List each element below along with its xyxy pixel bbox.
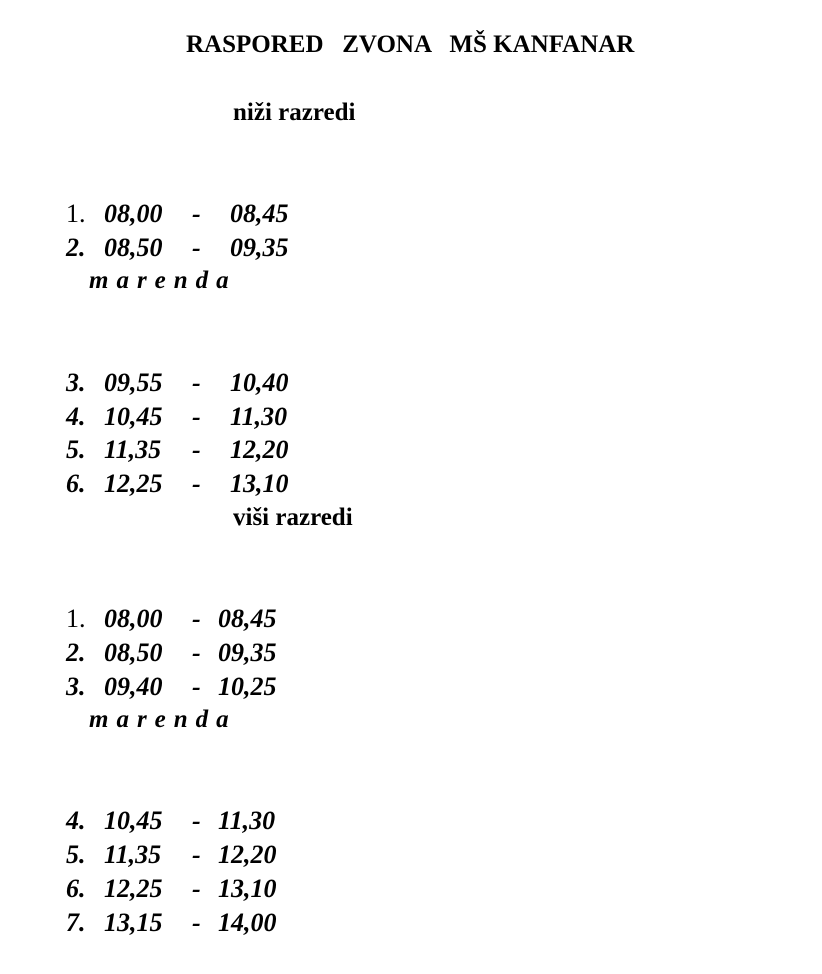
end-time: 11,30: [230, 402, 288, 431]
period-number: 7.: [66, 908, 86, 937]
schedule-row: [40, 568, 277, 633]
start-time: 08,50: [104, 638, 163, 667]
schedule-row: [40, 636, 277, 701]
period-number: 6.: [66, 874, 86, 903]
start-time: 08,50: [104, 233, 163, 262]
start-time: 10,45: [104, 806, 163, 835]
separator: -: [192, 874, 201, 903]
break-label: marenda: [89, 267, 237, 294]
schedule-row: [40, 838, 277, 903]
separator: -: [192, 233, 201, 262]
start-time: 08,00: [104, 604, 163, 633]
separator: -: [192, 402, 201, 431]
start-time: 13,15: [104, 908, 163, 937]
page-title: RASPORED ZVONA MŠ KANFANAR: [186, 31, 635, 58]
end-time: 11,30: [218, 806, 276, 835]
start-time: 12,25: [104, 469, 163, 498]
separator: -: [192, 638, 201, 667]
separator: -: [192, 435, 201, 464]
separator: -: [192, 840, 201, 869]
start-time: 09,55: [104, 368, 163, 397]
end-time: 08,45: [230, 199, 289, 228]
end-time: 09,35: [230, 233, 289, 262]
schedule-row: [40, 399, 289, 464]
end-time: 10,25: [218, 672, 277, 701]
start-time: 08,00: [104, 199, 163, 228]
schedule-row: [40, 804, 277, 869]
end-time: 09,35: [218, 638, 277, 667]
separator: -: [192, 469, 201, 498]
start-time: 09,40: [104, 672, 163, 701]
period-number: 3.: [66, 672, 86, 701]
break-label: marenda: [89, 706, 237, 733]
period-number: 4.: [66, 806, 86, 835]
period-number: 1.: [66, 199, 86, 228]
lower-grades-heading: niži razredi: [233, 99, 356, 126]
end-time: 12,20: [218, 840, 277, 869]
end-time: 08,45: [218, 604, 277, 633]
period-number: 2.: [66, 638, 86, 667]
period-number: 6.: [66, 469, 86, 498]
start-time: 12,25: [104, 874, 163, 903]
schedule-row: [40, 163, 289, 228]
upper-grades-heading: viši razredi: [233, 504, 353, 531]
separator: -: [192, 368, 201, 397]
period-number: 5.: [66, 435, 86, 464]
start-time: 11,35: [104, 840, 162, 869]
end-time: 10,40: [230, 368, 289, 397]
period-number: 1.: [66, 604, 86, 633]
end-time: 14,00: [218, 908, 277, 937]
schedule-row: [40, 332, 289, 397]
separator: -: [192, 672, 201, 701]
period-number: 4.: [66, 402, 86, 431]
separator: -: [192, 604, 201, 633]
period-number: 3.: [66, 368, 86, 397]
schedule-row: [40, 770, 276, 835]
period-number: 2.: [66, 233, 86, 262]
schedule-row: [40, 433, 289, 498]
schedule-row: [40, 602, 277, 667]
end-time: 13,10: [218, 874, 277, 903]
end-time: 13,10: [230, 469, 289, 498]
period-number: 5.: [66, 840, 86, 869]
separator: -: [192, 199, 201, 228]
schedule-row: [40, 197, 289, 262]
separator: -: [192, 908, 201, 937]
separator: -: [192, 806, 201, 835]
start-time: 10,45: [104, 402, 163, 431]
schedule-row: [40, 872, 277, 937]
schedule-row: [40, 366, 288, 431]
end-time: 12,20: [230, 435, 289, 464]
start-time: 11,35: [104, 435, 162, 464]
